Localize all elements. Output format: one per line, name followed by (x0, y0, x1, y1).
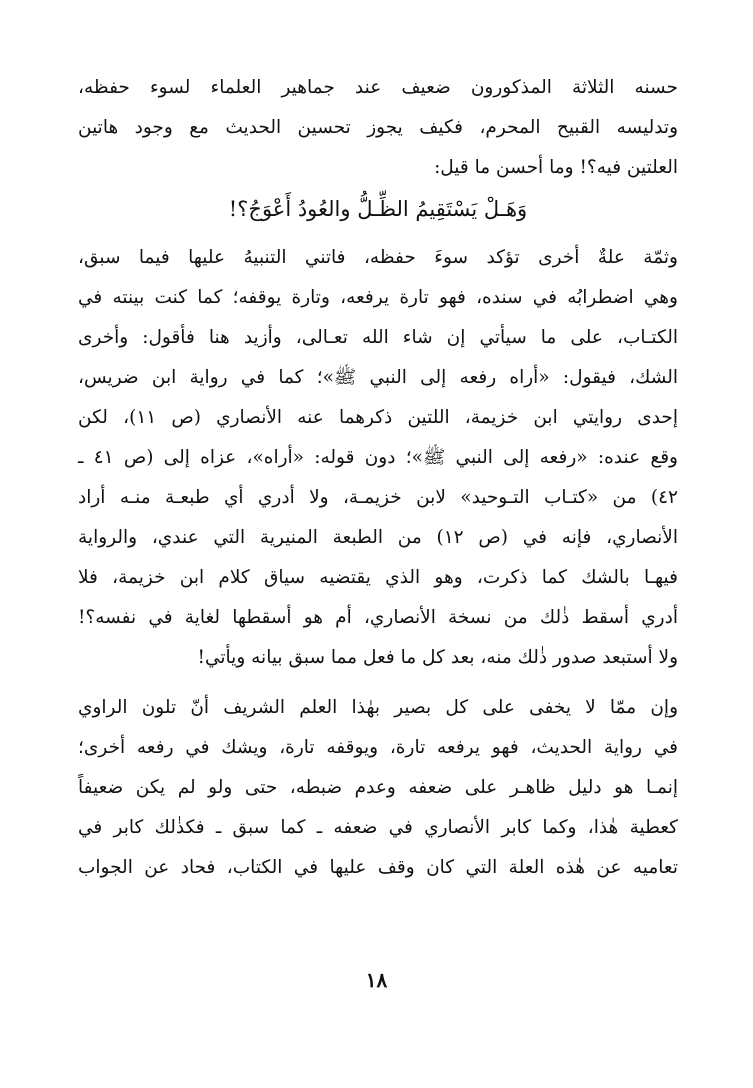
text-line: تعاميه عن هٰذه العلة التي كان وقف عليها في الكتاب، فحاد عن الجواب (78, 857, 678, 878)
text-line: الكتـاب، على ما سيأتي إن شاء الله تعـالى، وأزيد هنا فأقول: وأخرى (78, 327, 678, 348)
text-line: وثمّة علةٌ أخرى تؤكد سوءَ حفظه، فاتني التنبيهُ عليها فيما سبق، (78, 247, 678, 268)
text-line: في رواية الحديث، فهو يرفعه تارة، ويوقفه تارة، ويشك في رفعه أخرى؛ (78, 737, 678, 758)
poetry-verse: وَهَـلْ يَسْتَقِيمُ الظِّـلُّ والعُودُ أَعْوَجُ؟! (228, 197, 528, 221)
text-line: كعطية هٰذا، وكما كابر الأنصاري في ضعفه ـ كما سبق ـ فكذٰلك كابر في (78, 817, 678, 838)
page-body (78, 68, 678, 888)
text-line: حسنه الثلاثة المذكورون ضعيف عند جماهير العلماء لسوء حفظه، (78, 77, 678, 98)
text-line: وقع عنده: «رفعه إلى النبي ﷺ»؛ دون قوله: «أراه»، عزاه إلى (ص ٤١ ـ (78, 447, 678, 468)
page-number: ١٨ (365, 968, 388, 992)
text-line: الأنصاري، فإنه في (ص ١٢) من الطبعة المنيرية التي عندي، والرواية (78, 527, 679, 548)
text-line: وهي اضطرابُه في سنده، فهو تارة يرفعه، وتارة يوقفه؛ كما كنت بينته في (78, 287, 678, 308)
paragraph-3 (78, 688, 678, 888)
paragraph-1 (78, 68, 678, 188)
text-line: ٤٢) من «كتـاب التـوحيد» لابن خزيمـة، ولا أدري أي طبعـة منـه أراد (78, 487, 678, 508)
text-line: فيهـا بالشك كما ذكرت، وهو الذي يقتضيه سياق كلام ابن خزيمة، فلا (78, 567, 678, 588)
text-line: وإن ممّا لا يخفى على كل بصير بهٰذا العلم الشريف أنّ تلون الراوي (78, 697, 678, 718)
text-line: إحدى روايتي ابن خزيمة، اللتين ذكرهما عنه الأنصاري (ص ١١)، لكن (78, 407, 678, 428)
text-line: وتدليسه القبيح المحرم، فكيف يجوز تحسين الحديث مع وجود هاتين (78, 117, 678, 138)
text-line: الشك، فيقول: «أراه رفعه إلى النبي ﷺ»؛ كما في رواية ابن ضريس، (78, 367, 678, 388)
text-line: إنمـا هو دليل ظاهـر على ضعفه وعدم ضبطه، حتى ولو لم يكن ضعيفاً (78, 777, 678, 798)
text-line: العلتين فيه؟! وما أحسن ما قيل: (434, 157, 678, 178)
text-line: ولا أستبعد صدور ذٰلك منه، بعد كل ما فعل مما سبق بيانه ويأتي! (197, 647, 678, 668)
paragraph-spacer (78, 678, 678, 688)
paragraph-2 (78, 238, 678, 678)
text-line: أدري أسقط ذٰلك من نسخة الأنصاري، أم هو أسقطها لغاية في نفسه؟! (78, 607, 678, 628)
